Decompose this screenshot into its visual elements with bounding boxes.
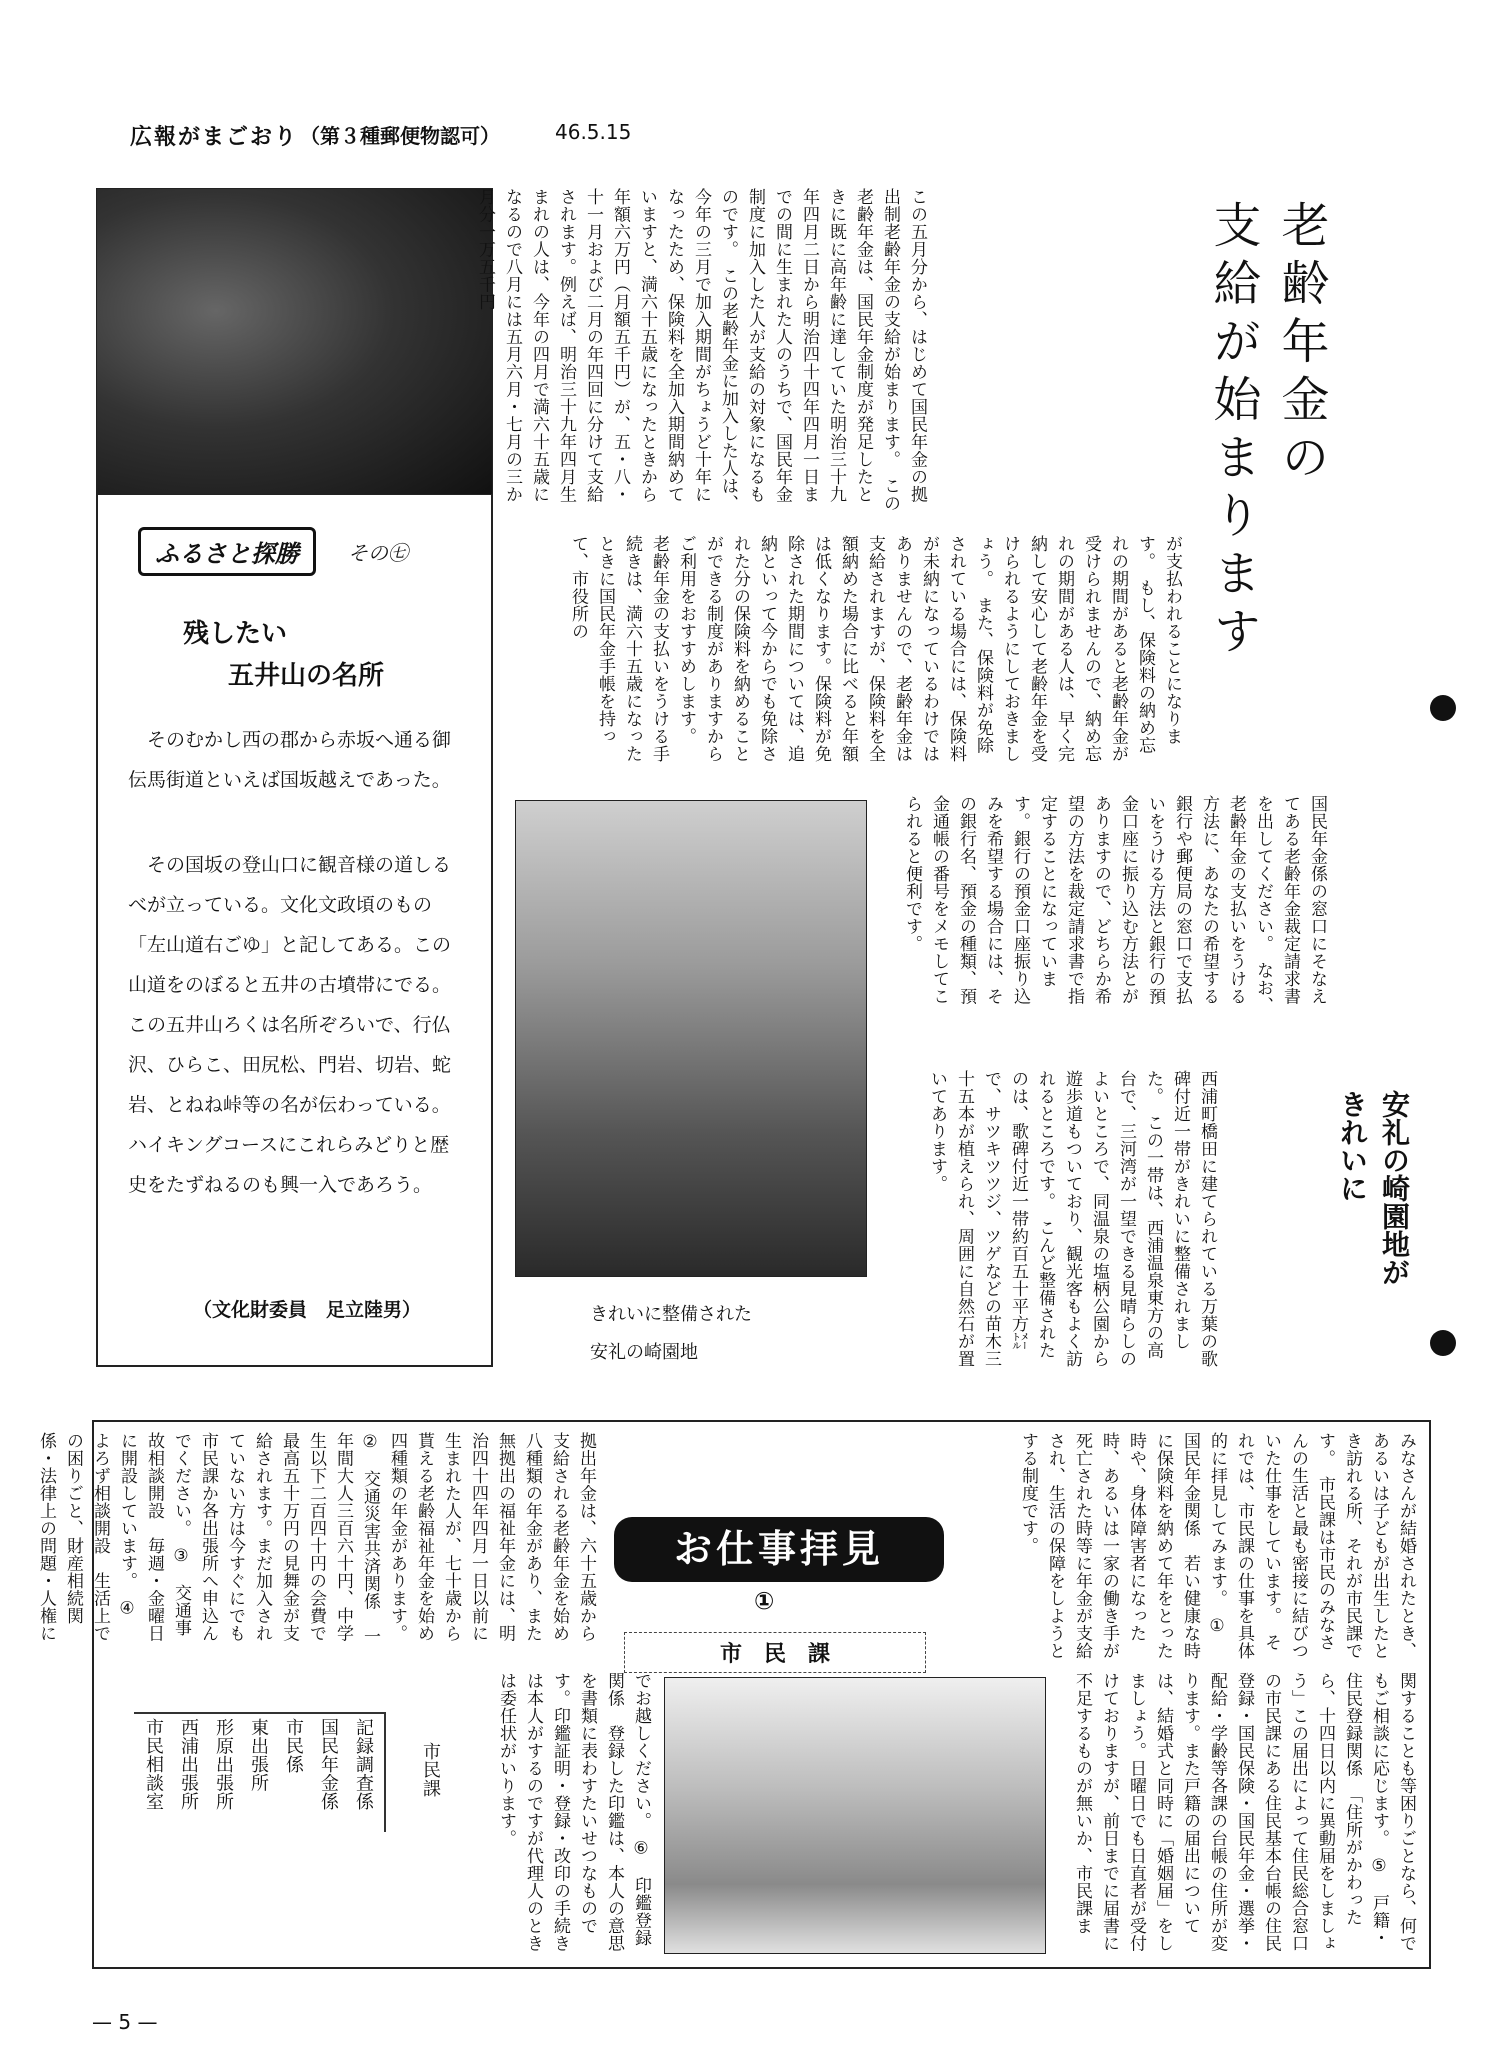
org-item-consultation: 市民相談室 [143, 1718, 164, 1811]
oshigoto-box [36, 1420, 1431, 1969]
arei-body: 西浦町橋田に建てられている万葉の歌碑付近一帯がきれいに整備されました。 この一帯は、西浦温泉東方の高台で、三河湾が一望できる見晴らしのよいところで、同温泉の塩柄公園から遊歩道もついており、観光客もよく訪れるところです。 こんど整備されたのは、歌碑付近一帯約百五十平方㍍で、サツキツツジ、ツゲなどの苗木三十五本が植えられ、周囲に自然石が置いてあります。 [927, 1070, 1217, 1368]
org-branch-line [134, 1712, 384, 1714]
oshigoto-logo: お仕事拝見 [614, 1517, 944, 1582]
pension-body-col3: 国民年金係の窓口にそなえてある老齢年金裁定請求書を出してください。 なお、老齢年金の支払いをうける方法に、あなたの希望する銀行や郵便局の窓口で支払いをうける方法と銀行の預金口座に振り込む方法とがありますので、どちらか希望の方法を裁定請求書で指定することになっています。銀行の預金口座振り込みを希望する場合には、その銀行名、預金の種類、預金通帳の番号をメモしてこられると便利です。 [902, 795, 1327, 1014]
furusato-box [96, 495, 493, 1367]
org-root: 市民課 [420, 1742, 441, 1798]
postal-permit: （第３種郵便物認可） [300, 124, 500, 148]
park-caption-line1: きれいに整備された [590, 1304, 752, 1325]
furusato-author: （文化財委員 足立陸男） [193, 1299, 422, 1321]
furusato-logo: ふるさと探勝 [138, 527, 316, 576]
mountain-road-photo [96, 188, 493, 495]
pension-title-line2: 支給が始まります [1205, 200, 1261, 664]
bullet-mark [1430, 1330, 1456, 1356]
org-trunk-line [384, 1712, 386, 1832]
org-item-katahara-branch: 形原出張所 [213, 1718, 234, 1811]
org-item-citizens: 市民係 [283, 1718, 304, 1774]
oshigoto-col-c: 関することも等困りごとなら、何でもご相談に応じます。 ⑤ 戸籍・住民登録関係 「住所がかわったら、十四日以内に異動届をしましょう」この届出によって住民総合窓口の市民課にある住民基本台帳の住民登録・国民保険・国民年金・選挙・配給・学齢等各課の台帳の住所が変ります。また戸籍の届出については、結婚式と同時に「婚姻届」をしましょう。日曜日でも日直者が受付けておりますが、前日までに届書に不足するものが無いか、市民課ま [1072, 1672, 1416, 1952]
oshigoto-col-a: みなさんが結婚されたとき、あるいは子どもが出生したとき訪れる所、それが市民課です。 市民課は市民のみなさんの生活と最も密接に結びついた仕事をしています。 それでは、市民課の仕事を具体的に拝見してみます。 ① 国民年金関係 若い健康な時に保険料を納めて年をとった時や、身体障害者になった時、あるいは一家の働き手が死亡された時等に年金が支給され、生活の保障をしようとする制度です。 [1018, 1432, 1416, 1660]
oshigoto-number: ① [754, 1587, 775, 1615]
oshigoto-dept: 市 民 課 [624, 1632, 926, 1673]
arei-title-line2: きれいに [1336, 1090, 1369, 1202]
furusato-series: その㊆ [348, 541, 408, 565]
arei-title [1320, 1090, 1415, 1380]
citizens-office-photo [664, 1677, 1046, 1954]
pension-title-line1: 老齢年金の [1273, 200, 1329, 490]
arei-title-line1: 安礼の崎園地が [1378, 1090, 1411, 1286]
page-number: — 5 — [92, 2010, 158, 2034]
furusato-title-line2: 五井山の名所 [228, 661, 385, 691]
pension-body-col2: が支払われることになります。 もし、保険料の納め忘れの期間があると老齢年金が受けられませんので、納め忘れの期間がある人は、早く完納して安心して老齢年金を受けられるようにしておきましょう。 また、保険料が免除されている場合には、保険料が未納になっているわけではありませんので、老齢年金は支給されますが、保険料を全額納めた場合に比べると年額は低くなります。保険料が免除された期間については、追納といって今からでも免除された分の保険料を納めることができる制度がありますからご利用をおすすめします。 老齢年金の支払いをうける手続きは、満六十五歳になったときに国民年金手帳を持って、市役所の [568, 535, 1182, 763]
org-item-pension: 国民年金係 [318, 1718, 339, 1811]
org-item-east-branch: 東出張所 [248, 1718, 269, 1792]
oshigoto-col-b: 拠出年金は、六十五歳から支給される老齢年金を始め八種類の年金があり、また無拠出の福祉年金には、明治四十四年四月一日以前に生まれた人が、七十歳から貰える老齢福祉年金を始め四種類の年金があります。 ② 交通災害共済関係 一年間大人三百六十円、中学生以下二百四十円の会費で最高五十万円の見舞金が支給されます。まだ加入されていない方は今すぐにでも市民課か各出張所へ申込んでください。 ③ 交通事故相談開設 毎週・金曜日に開設しています。 ④ よろず相談開設 生活上での困りごと、財産相続関係・法律上の問題・人権に [36, 1432, 596, 1651]
org-item-records: 記録調査係 [353, 1718, 374, 1811]
masthead: 広報がまごおり [130, 125, 299, 150]
org-item-nishiura-branch: 西浦出張所 [178, 1718, 199, 1811]
furusato-body-p1: そのむかし西の郡から赤坂へ通る御伝馬街道といえば国坂越えであった。 [128, 729, 452, 791]
pension-title [1195, 200, 1335, 760]
arei-park-photo [515, 800, 867, 1277]
org-chart [114, 1672, 474, 1957]
park-caption-line2: 安礼の崎園地 [590, 1342, 698, 1363]
oshigoto-col-d: でお越しください。 ⑥ 印鑑登録関係 登録した印鑑は、本人の意思を書類に表わすたいせつなものです。印鑑証明・登録・改印の手続きは本人がするのですが代理人のときは委任状がいります。 [496, 1672, 651, 1952]
furusato-title-line1: 残したい [183, 619, 288, 649]
issue-date: 46.5.15 [555, 120, 632, 144]
bullet-mark [1430, 695, 1456, 721]
pension-body-col1: この五月分から、はじめて国民年金の拠出制老齢年金の支給が始まります。 この老齢年金は、国民年金制度が発足したときに既に高年齢に達していた明治三十九年四月二日から明治四十四年四月一日までの間に生まれた人のうちで、国民年金制度に加入した人が支給の対象になるものです。 この老齢年金に加入した人は、今年の三月で加入期間がちょうど十年になったため、保険料を全加入期間納めていますと、満六十五歳になったときから年額六万円（月額五千円）が、五・八・十一月および二月の年四回に分けて支給されます。例えば、明治三十九年四月生まれの人は、今年の四月で満六十五歳になるので八月には五月六月・七月の三か月分一万五千円 [475, 188, 927, 512]
furusato-body-p2: その国坂の登山口に観音様の道しるべが立っている。文化文政頃のもの「左山道右ごゆ」と記してある。この山道をのぼると五井の古墳帯にでる。この五井山ろくは名所ぞろいで、行仏沢、ひらこ、田尻松、門岩、切岩、蛇岩、とねね峠等の名が伝わっている。ハイキングコースにこれらみどりと歴史をたずねるのも興一入であろう。 [128, 854, 452, 1196]
